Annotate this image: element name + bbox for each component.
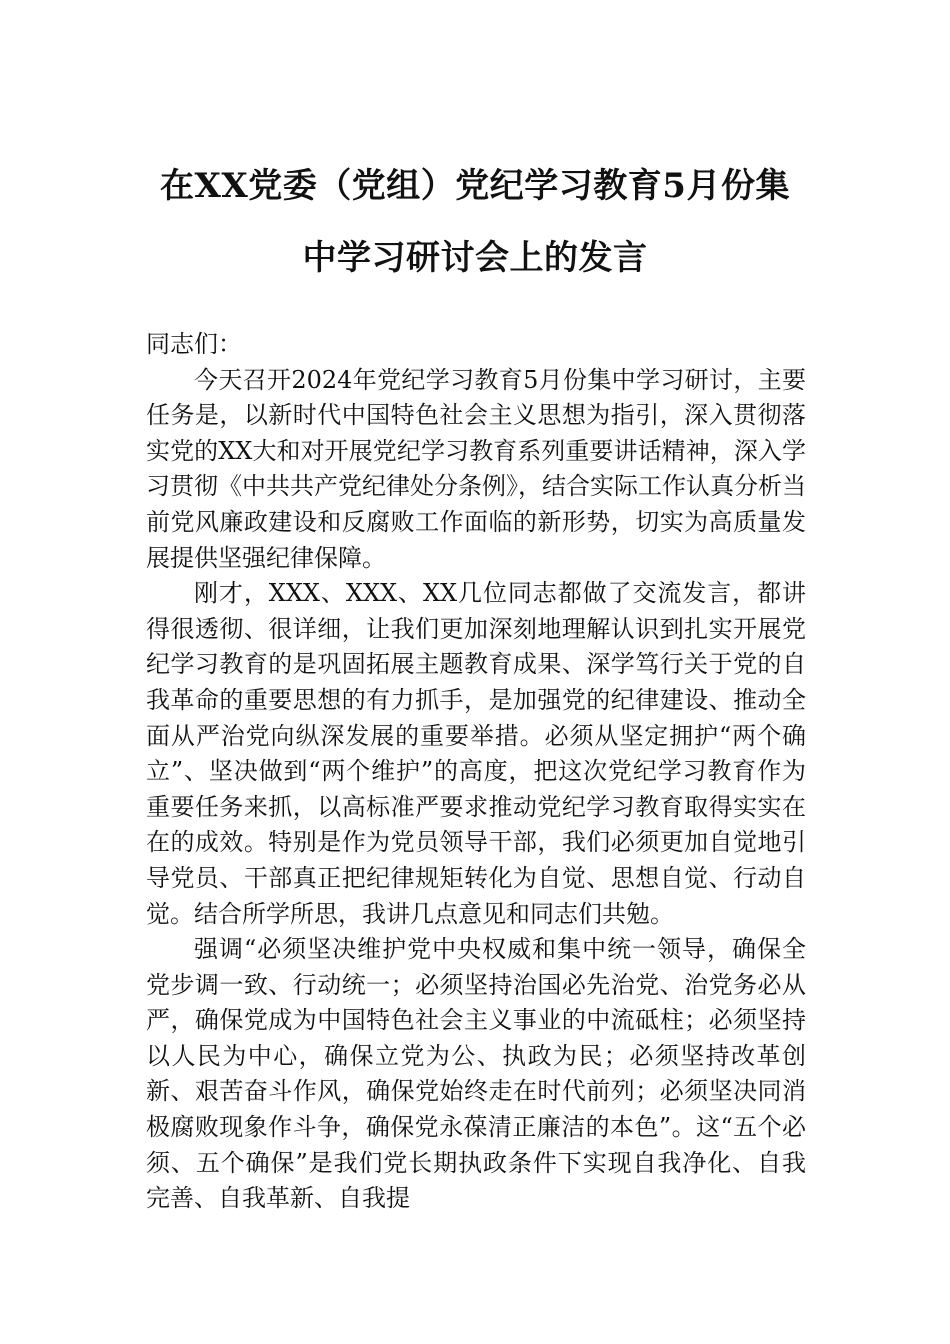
paragraph-1: 今天召开2024年党纪学习教育5月份集中学习研讨，主要任务是，以新时代中国特色社会主义思想为指引，深入贯彻落实党的XX大和对开展党纪学习教育系列重要讲话精神，深入学习贯彻《中共共产党纪律处分条例》，结合实际工作认真分析当前党风廉政建设和反腐败工作面临的新形势，切实为高质量发展提供坚强纪律保障。 (146, 365, 806, 572)
title-line-2: 中学习研讨会上的发言 (302, 238, 648, 278)
document-body (146, 327, 806, 1217)
document-title (140, 150, 810, 294)
title-line-1: 在XX党委（党组）党纪学习教育5月份集 (160, 166, 790, 206)
paragraph-3: 强调“必须坚决维护党中央权威和集中统一领导，确保全党步调一致、行动统一；必须坚持治国必先治党、治党务必从严，确保党成为中国特色社会主义事业的中流砥柱；必须坚持以人民为中心，确保立党为公、执政为民；必须坚持改革创新、艰苦奋斗作风，确保党始终走在时代前列；必须坚决同消极腐败现象作斗争，确保党永葆清正廉洁的本色”。这“五个必须、五个确保”是我们党长期执政条件下实现自我净化、自我完善、自我革新、自我提 (146, 935, 806, 1213)
paragraph-2: 刚才，XXX、XXX、XX几位同志都做了交流发言，都讲得很透彻、很详细，让我们更加深刻地理解认识到扎实开展党纪学习教育的是巩固拓展主题教育成果、深学笃行关于党的自我革命的重要思想的有力抓手，是加强党的纪律建设、推动全面从严治党向纵深发展的重要举措。必须从坚定拥护“两个确立”、坚决做到“两个维护”的高度，把这次党纪学习教育作为重要任务来抓，以高标准严要求推动党纪学习教育取得实实在在的成效。特别是作为党员领导干部，我们必须更加自觉地引导党员、干部真正把纪律规矩转化为自觉、思想自觉、行动自觉。结合所学所思，我讲几点意见和同志们共勉。 (146, 579, 806, 928)
salutation: 同志们： (146, 330, 242, 358)
